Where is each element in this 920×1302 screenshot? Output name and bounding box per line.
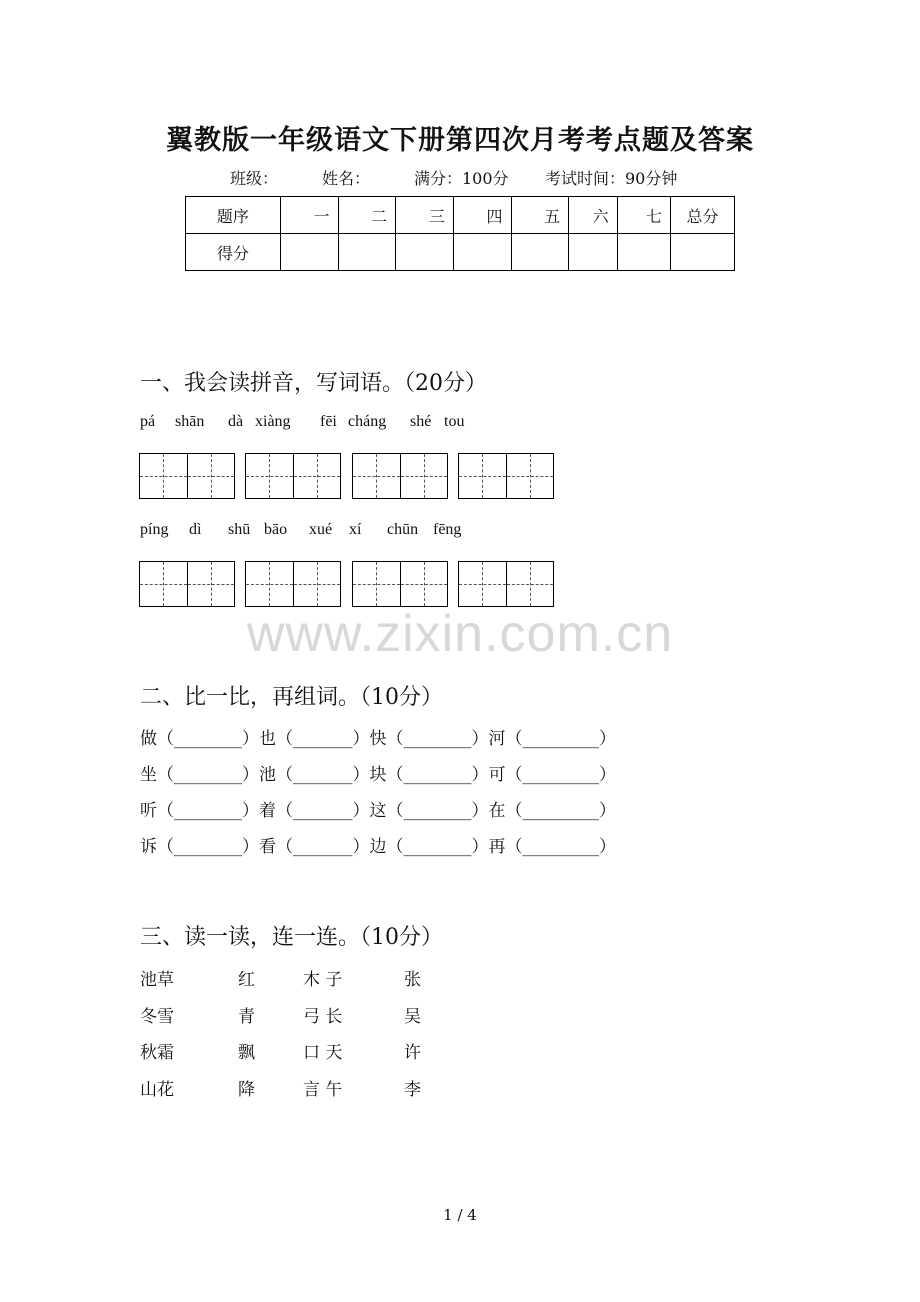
match-word: 弓 长 <box>303 1007 343 1027</box>
class-label: 班级： <box>230 169 279 188</box>
score-table-header: 五 <box>511 197 569 234</box>
page-number: 1 / 4 <box>443 1206 477 1224</box>
score-table-header: 七 <box>617 197 670 234</box>
score-cell[interactable] <box>617 234 670 271</box>
pinyin: shū <box>228 521 251 538</box>
exam-time: 考试时间：90分钟 <box>545 169 678 188</box>
match-word: 口 天 <box>303 1043 343 1063</box>
score-table-header: 一 <box>280 197 338 234</box>
match-word: 言 午 <box>303 1080 343 1100</box>
writing-grid[interactable] <box>458 453 554 499</box>
score-cell[interactable] <box>280 234 338 271</box>
full-score: 满分：100分 <box>414 169 509 188</box>
pinyin: xiàng <box>255 413 291 430</box>
pinyin: tou <box>444 413 465 430</box>
document-title: 翼教版一年级语文下册第四次月考考点题及答案 <box>166 125 754 156</box>
match-word: 池草 <box>140 970 174 990</box>
fill-row: 做（________）也（_______）快（________）河（_________） <box>140 729 616 749</box>
score-cell[interactable] <box>511 234 569 271</box>
writing-grid[interactable] <box>139 561 235 607</box>
pinyin: shé <box>410 413 432 430</box>
score-table-score-row <box>186 234 735 271</box>
section3-heading: 三、读一读，连一连。（10分） <box>140 925 443 950</box>
score-table-header: 六 <box>569 197 617 234</box>
match-word: 降 <box>238 1080 255 1100</box>
score-row-label: 得分 <box>186 234 281 271</box>
pinyin: chūn <box>387 521 419 538</box>
writing-grid[interactable] <box>245 561 341 607</box>
fill-row: 听（________）着（_______）这（________）在（_________） <box>140 801 616 821</box>
writing-grid[interactable] <box>352 453 448 499</box>
score-table-header: 四 <box>453 197 511 234</box>
score-table <box>185 196 735 271</box>
pinyin: píng <box>140 521 169 538</box>
pinyin: shān <box>175 413 205 430</box>
writing-grid[interactable] <box>352 561 448 607</box>
watermark: www.zixin.com.cn <box>246 605 674 663</box>
match-word: 张 <box>404 970 421 990</box>
score-cell[interactable] <box>396 234 454 271</box>
pinyin: xí <box>349 521 362 538</box>
pinyin: fēi <box>320 413 337 430</box>
match-word: 冬雪 <box>140 1007 174 1027</box>
writing-grid[interactable] <box>458 561 554 607</box>
match-word: 山花 <box>140 1080 174 1100</box>
score-cell[interactable] <box>453 234 511 271</box>
pinyin: xué <box>309 521 333 538</box>
fill-row: 坐（________）池（_______）块（________）可（_________） <box>140 765 616 785</box>
pinyin: dà <box>228 413 244 430</box>
section2-heading: 二、比一比，再组词。（10分） <box>140 685 443 710</box>
pinyin: bāo <box>264 521 288 538</box>
pinyin: fēng <box>433 521 462 538</box>
match-word: 木 子 <box>303 970 343 990</box>
pinyin: pá <box>140 413 156 430</box>
match-word: 许 <box>404 1043 421 1063</box>
score-table-header: 三 <box>396 197 454 234</box>
writing-grid[interactable] <box>139 453 235 499</box>
match-word: 吴 <box>404 1007 421 1027</box>
match-word: 红 <box>238 970 255 990</box>
writing-grid[interactable] <box>245 453 341 499</box>
score-cell[interactable] <box>671 234 735 271</box>
match-word: 飘 <box>238 1043 255 1063</box>
score-cell[interactable] <box>569 234 617 271</box>
pinyin: cháng <box>348 413 387 430</box>
name-label: 姓名： <box>322 169 371 188</box>
section1-heading: 一、我会读拼音，写词语。（20分） <box>140 371 487 396</box>
score-table-header: 二 <box>338 197 396 234</box>
match-word: 秋霜 <box>140 1043 174 1063</box>
score-table-header-row <box>186 197 735 234</box>
score-cell[interactable] <box>338 234 396 271</box>
fill-row: 诉（________）看（_______）边（________）再（_________） <box>140 837 616 857</box>
pinyin: dì <box>189 521 202 538</box>
score-table-header: 总分 <box>671 197 735 234</box>
match-word: 青 <box>238 1007 255 1027</box>
score-table-header: 题序 <box>186 197 281 234</box>
match-word: 李 <box>404 1080 421 1100</box>
